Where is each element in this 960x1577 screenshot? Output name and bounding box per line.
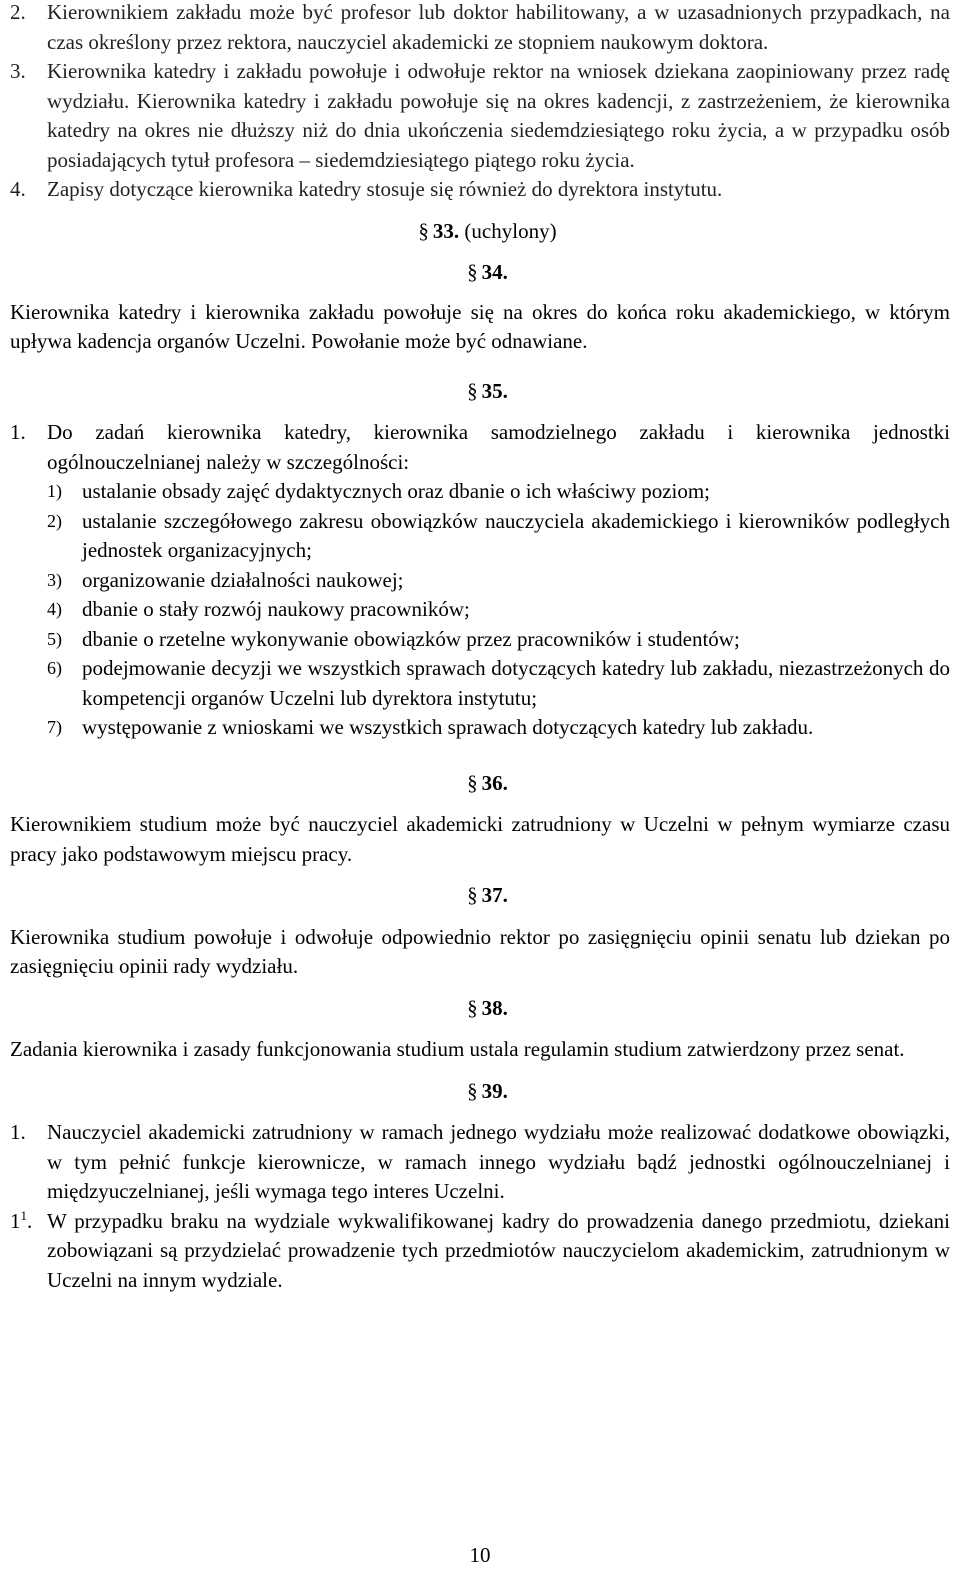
subitem-number: 2)	[47, 510, 62, 531]
section-sign: §	[467, 260, 478, 284]
subitem-number: 1)	[47, 481, 62, 501]
section-heading-39	[10, 1077, 950, 1107]
section-39-item-1	[10, 1118, 950, 1207]
item-number: $1^1$.	[10, 1207, 33, 1233]
section-heading-37	[10, 881, 950, 911]
subitem-number: 7)	[47, 717, 62, 737]
section-sign: §	[467, 770, 478, 795]
section-35-item-1	[10, 418, 950, 477]
subitem-number: 5)	[47, 628, 62, 649]
section-heading-36	[10, 769, 950, 799]
item-text: Kierownika katedry i zakładu powołuje i odwołuje rektor na wniosek dziekana zaopiniowany przez radę wydziału. Kierownika katedry i zakładu powołuje się na okres kadencji, z zastrzeżeniem, że kierownika katedry na okres nie dłuższy niż do dnia ukończenia siedemdziesiątego roku życia, a w przypadku osób posiadających tytuł profesora – siedemdziesiątego piątego roku życia.	[47, 59, 950, 172]
subitem-number: 6)	[47, 658, 62, 678]
subitem-number: 4)	[47, 599, 62, 619]
paragraph-3	[10, 57, 950, 175]
section-number: 38.	[481, 995, 508, 1020]
section-38-text: Zadania kierownika i zasady funkcjonowania studium ustala regulamin studium zatwierdzony przez senat.	[10, 1037, 905, 1061]
subitem-text: ustalanie szczegółowego zakresu obowiązków nauczyciela akademickiego i kierowników podległych jednostek organizacyjnych;	[82, 508, 950, 562]
subitem-6	[10, 654, 950, 713]
item-number: 3.	[10, 59, 26, 83]
item-text: Zapisy dotyczące kierownika katedry stosuje się również do dyrektora instytutu.	[47, 177, 723, 201]
subitem-text: ustalanie obsady zajęć dydaktycznych oraz dbanie o ich właściwy poziom;	[82, 479, 711, 503]
section-sign: §	[467, 995, 478, 1020]
section-number: 39.	[481, 1078, 508, 1103]
item-number: 1.	[10, 420, 26, 444]
section-sign: §	[418, 218, 429, 243]
section-39-item-1-1	[10, 1207, 950, 1296]
document-page	[10, 0, 950, 1295]
section-heading-35	[10, 377, 950, 407]
section-sign: §	[467, 378, 478, 403]
subitem-3	[10, 566, 950, 596]
item-number: 4.	[10, 177, 26, 201]
section-heading-34	[10, 258, 950, 288]
subitem-number: 3)	[47, 569, 62, 590]
subitem-text: podejmowanie decyzji we wszystkich sprawach dotyczących katedry lub zakładu, niezastrzeżonych do kompetencji organów Uczelni lub dyrektora instytutu;	[82, 656, 950, 710]
page-number: 10	[469, 1543, 491, 1567]
subitem-5	[10, 625, 950, 655]
section-37-text: Kierownika studium powołuje i odwołuje odpowiednio rektor po zasięgnięciu opinii senatu lub dziekan po zasięgnięciu opinii rady wydziału.	[10, 924, 950, 978]
section-34-text: Kierownika katedry i kierownika zakładu powołuje się na okres do końca roku akademickiego, w którym upływa kadencja organów Uczelni. Powołanie może być odnawiane.	[10, 299, 950, 353]
subitem-7	[10, 713, 950, 743]
section-36-text: Kierownikiem studium może być nauczyciel akademicki zatrudniony w Uczelni w pełnym wymiarze czasu pracy jako podstawowym miejscu pracy.	[10, 812, 950, 866]
item-number: 1.	[10, 1120, 26, 1144]
subitem-text: organizowanie działalności naukowej;	[82, 567, 404, 592]
subitem-text: dbanie o rzetelne wykonywanie obowiązków przez pracowników i studentów;	[82, 626, 740, 651]
section-number: 34.	[481, 260, 508, 284]
subitem-1	[10, 477, 950, 507]
subitem-text: występowanie z wnioskami we wszystkich sprawach dotyczących katedry lub zakładu.	[82, 715, 814, 739]
section-heading-38	[10, 994, 950, 1024]
paragraph-2	[10, 0, 950, 57]
section-sign: §	[467, 883, 478, 907]
item-text: W przypadku braku na wydziale wykwalifikowanej kadry do prowadzenia danego przedmiotu, dziekani zobowiązani są przydzielać prowadzenie tych przedmiotów nauczycielom akademickim, zatrudnionym w Uczelni na innym wydziale.	[47, 1208, 950, 1292]
subitem-text: dbanie o stały rozwój naukowy pracowników;	[82, 597, 470, 621]
item-superscript: 1	[20, 1207, 27, 1223]
subitem-2	[10, 507, 950, 566]
section-number: 35.	[481, 378, 508, 403]
section-note: (uchylony)	[464, 218, 557, 243]
section-number: 36.	[481, 770, 508, 795]
subitem-4	[10, 595, 950, 625]
section-heading-33	[10, 217, 950, 247]
paragraph-4	[10, 175, 950, 205]
item-text: Nauczyciel akademicki zatrudniony w ramach jednego wydziału może realizować dodatkowe obowiązki, w tym pełnić funkcje kierownicze, w ramach innego wydziału bądź jednostki ogólnouczelnianej i międzyuczelnianej, jeśli wymaga tego interes Uczelni.	[47, 1120, 950, 1203]
item-number: 2.	[10, 0, 26, 24]
section-sign: §	[467, 1078, 478, 1103]
section-number: 37.	[481, 883, 508, 907]
section-number: 33.	[432, 218, 460, 243]
item-text: Kierownikiem zakładu może być profesor lub doktor habilitowany, a w uzasadnionych przypadkach, na czas określony przez rektora, nauczyciel akademicki ze stopniem naukowym doktora.	[47, 0, 950, 54]
item-text: Do zadań kierownika katedry, kierownika samodzielnego zakładu i kierownika jednostki ogólnouczelnianej należy w szczególności:	[47, 420, 950, 474]
